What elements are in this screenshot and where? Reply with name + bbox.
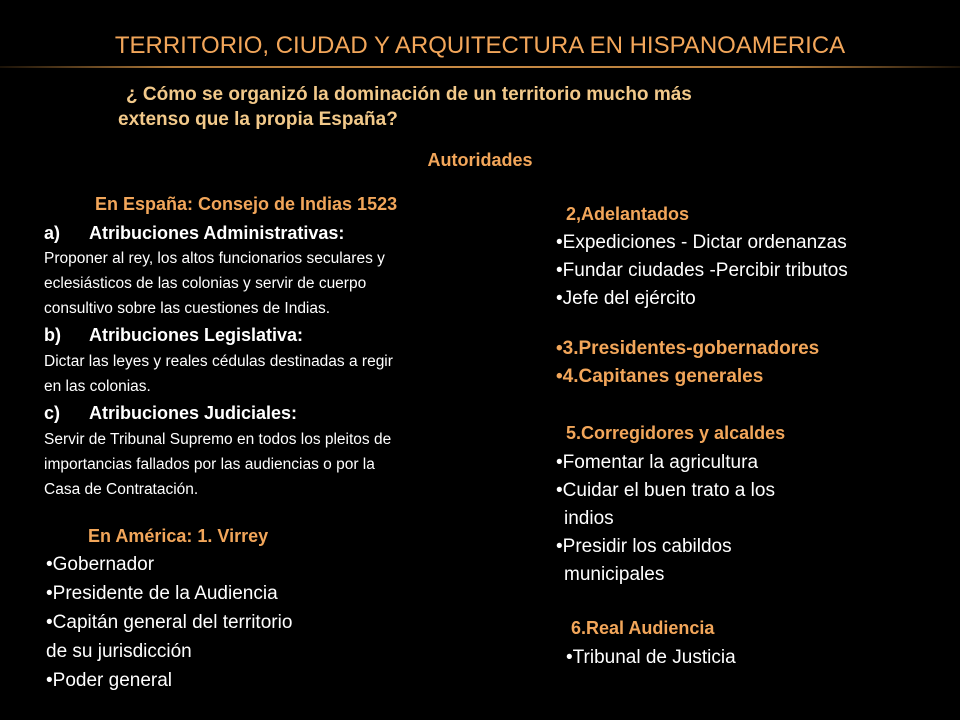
audiencia-list bbox=[566, 644, 896, 672]
attr-a-line: consultivo sobre las cuestiones de Indias. bbox=[44, 300, 331, 317]
attr-b-line: en las colonias. bbox=[44, 378, 151, 395]
corregidores-heading: 5.Corregidores y alcaldes bbox=[566, 423, 786, 443]
attr-a-label: a) bbox=[44, 223, 61, 243]
america-heading: En América: 1. Virrey bbox=[88, 526, 269, 546]
question-line-1: ¿ Cómo se organizó la dominación de un territorio mucho más bbox=[126, 84, 692, 105]
list-item: •Expediciones - Dictar ordenanzas bbox=[556, 232, 847, 253]
list-item: •Capitán general del territorio bbox=[46, 612, 293, 633]
list-item: •Fundar ciudades -Percibir tributos bbox=[556, 260, 848, 281]
title-divider bbox=[0, 66, 960, 68]
list-item: •Gobernador bbox=[46, 554, 155, 575]
audiencia-heading: 6.Real Audiencia bbox=[571, 618, 715, 638]
attr-c-line: Casa de Contratación. bbox=[44, 481, 199, 498]
presidentes-list bbox=[556, 335, 946, 391]
attr-a-heading bbox=[44, 220, 534, 246]
question bbox=[118, 82, 878, 132]
list-item: municipales bbox=[564, 564, 665, 585]
attr-c-line: importancias fallados por las audiencias o por la bbox=[44, 456, 375, 473]
list-item: •Fomentar la agricultura bbox=[556, 452, 759, 473]
adelantados-list bbox=[556, 229, 946, 313]
list-item: •Jefe del ejército bbox=[556, 288, 696, 309]
attr-a-line: Proponer al rey, los altos funcionarios seculares y bbox=[44, 250, 385, 267]
attr-b-text bbox=[44, 349, 534, 399]
corregidores-list bbox=[556, 449, 886, 589]
attr-b-line: Dictar las leyes y reales cédulas destinadas a regir bbox=[44, 353, 393, 370]
list-item: indios bbox=[564, 508, 614, 529]
question-line-2: extenso que la propia España? bbox=[118, 109, 398, 130]
attr-b-label: b) bbox=[44, 325, 61, 345]
attr-b-heading bbox=[44, 321, 534, 349]
attr-c-line: Servir de Tribunal Supremo en todos los pleitos de bbox=[44, 431, 392, 448]
espana-heading: En España: Consejo de Indias 1523 bbox=[95, 194, 398, 214]
list-item: •Poder general bbox=[46, 670, 173, 691]
attr-c-title: Atribuciones Judiciales: bbox=[89, 403, 298, 423]
list-item: •Cuidar el buen trato a los bbox=[556, 480, 775, 501]
adelantados-heading: 2,Adelantados bbox=[566, 204, 690, 224]
list-item: de su jurisdicción bbox=[46, 641, 192, 662]
autoridades-heading: Autoridades bbox=[427, 150, 533, 170]
list-item: •4.Capitanes generales bbox=[556, 366, 764, 387]
america-list bbox=[46, 550, 386, 695]
attr-c-text bbox=[44, 427, 534, 502]
list-item: •Presidir los cabildos bbox=[556, 536, 732, 557]
attr-a-text bbox=[44, 246, 534, 321]
attr-c-heading bbox=[44, 399, 534, 427]
attr-b-title: Atribuciones Legislativa: bbox=[89, 325, 304, 345]
list-item: •Tribunal de Justicia bbox=[566, 647, 736, 668]
espana-section bbox=[44, 220, 534, 502]
slide-title: TERRITORIO, CIUDAD Y ARQUITECTURA EN HISPANOAMERICA bbox=[114, 32, 846, 59]
list-item: •Presidente de la Audiencia bbox=[46, 583, 278, 604]
attr-a-line: eclesiásticos de las colonias y servir de cuerpo bbox=[44, 275, 367, 292]
list-item: •3.Presidentes-gobernadores bbox=[556, 338, 820, 359]
attr-a-title: Atribuciones Administrativas: bbox=[89, 223, 345, 243]
attr-c-label: c) bbox=[44, 403, 61, 423]
